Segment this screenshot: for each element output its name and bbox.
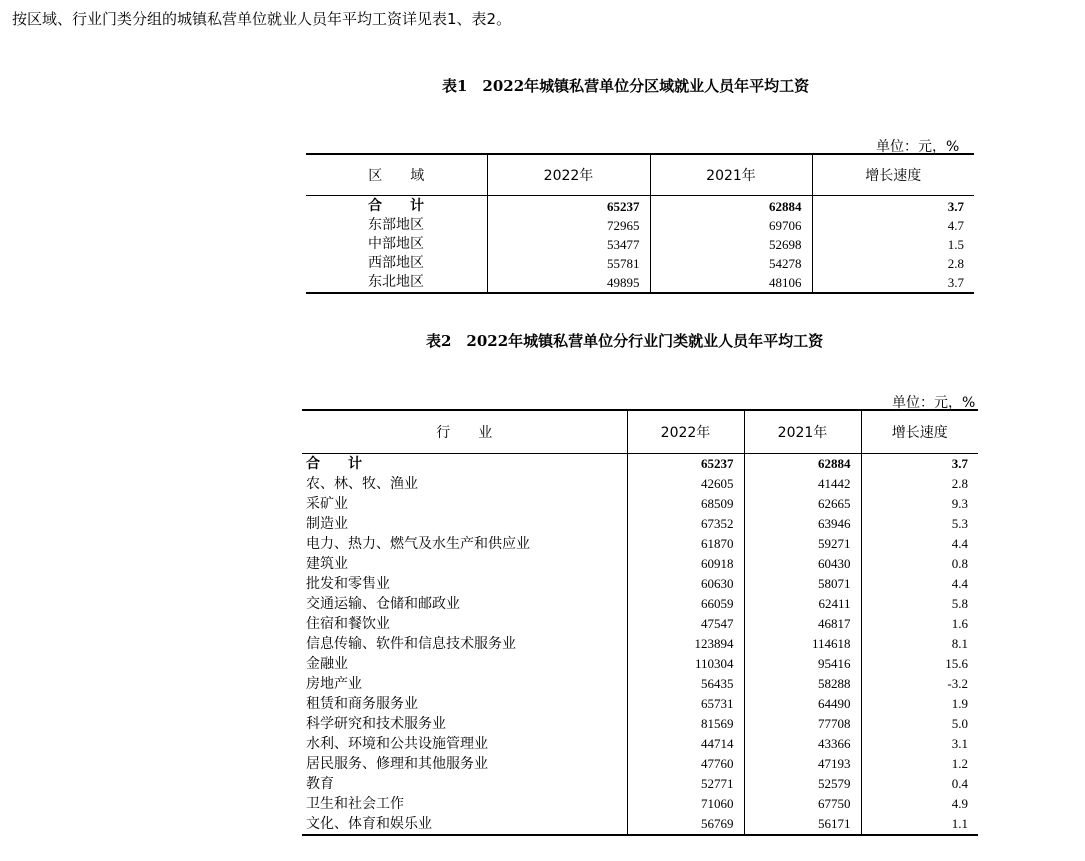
value-2021: 47193	[744, 754, 861, 774]
value-2022: 65237	[627, 454, 744, 475]
table-row	[302, 794, 978, 814]
row-label: 农、林、牧、渔业	[302, 474, 627, 494]
value-2021: 56171	[744, 814, 861, 835]
growth-rate: 1.9	[951, 696, 968, 711]
table-row	[302, 814, 978, 835]
growth-rate: 4.7	[947, 218, 964, 233]
row-label: 西部地区	[306, 254, 487, 273]
value-2022: 47760	[627, 754, 744, 774]
value-2022: 44714	[627, 734, 744, 754]
header-2021: 2021年	[744, 410, 861, 454]
industry-wage-table	[302, 409, 978, 836]
value-2022: 53477	[487, 235, 650, 254]
growth-rate: 2.8	[947, 256, 964, 271]
value-2022: 65237	[487, 196, 650, 217]
value-2022: 60630	[627, 574, 744, 594]
growth-rate: 4.4	[951, 536, 968, 551]
row-label: 批发和零售业	[302, 574, 627, 594]
row-label: 电力、热力、燃气及水生产和供应业	[302, 534, 627, 554]
value-2022: 52771	[627, 774, 744, 794]
value-2022: 66059	[627, 594, 744, 614]
intro-text: 按区域、行业门类分组的城镇私营单位就业人员年平均工资详见表1、表2。	[12, 10, 512, 28]
value-2021: 59271	[744, 534, 861, 554]
growth-rate: 5.8	[951, 596, 968, 611]
row-label: 教育	[302, 774, 627, 794]
growth-rate: 3.1	[951, 736, 968, 751]
table-row	[302, 514, 978, 534]
row-label: 金融业	[302, 654, 627, 674]
table-row	[302, 534, 978, 554]
value-2021: 63946	[744, 514, 861, 534]
value-2022: 56435	[627, 674, 744, 694]
row-label: 卫生和社会工作	[302, 794, 627, 814]
value-2022: 49895	[487, 273, 650, 293]
value-2022: 47547	[627, 614, 744, 634]
value-2022: 71060	[627, 794, 744, 814]
row-label: 信息传输、软件和信息技术服务业	[302, 634, 627, 654]
growth-rate: 5.0	[951, 716, 968, 731]
value-2021: 62884	[744, 454, 861, 475]
table-row	[302, 734, 978, 754]
header-2022: 2022年	[627, 410, 744, 454]
row-label: 合 计	[306, 196, 487, 217]
value-2021: 62884	[650, 196, 812, 217]
value-2022: 67352	[627, 514, 744, 534]
value-2021: 60430	[744, 554, 861, 574]
value-2021: 77708	[744, 714, 861, 734]
value-2021: 58071	[744, 574, 861, 594]
value-2022: 65731	[627, 694, 744, 714]
table-row	[306, 235, 974, 254]
table-row	[306, 216, 974, 235]
table-row	[302, 714, 978, 734]
value-2021: 62665	[744, 494, 861, 514]
row-label: 采矿业	[302, 494, 627, 514]
value-2022: 60918	[627, 554, 744, 574]
table-row	[302, 634, 978, 654]
total-row	[302, 454, 978, 475]
table2-title: 表2 2022年城镇私营单位分行业门类就业人员年平均工资	[426, 332, 824, 350]
growth-rate: 15.6	[945, 656, 968, 671]
value-2022: 55781	[487, 254, 650, 273]
table-row	[302, 474, 978, 494]
row-label: 合 计	[302, 454, 627, 475]
row-label: 租赁和商务服务业	[302, 694, 627, 714]
header-growth: 增长速度	[812, 154, 974, 196]
value-2022: 68509	[627, 494, 744, 514]
value-2021: 62411	[744, 594, 861, 614]
table-row	[306, 273, 974, 293]
value-2022: 72965	[487, 216, 650, 235]
value-2022: 110304	[627, 654, 744, 674]
table-header-row	[306, 154, 974, 196]
header-industry: 行 业	[302, 410, 627, 454]
table-row	[306, 254, 974, 273]
table-row	[302, 674, 978, 694]
growth-rate: 3.7	[947, 199, 964, 214]
row-label: 居民服务、修理和其他服务业	[302, 754, 627, 774]
value-2022: 123894	[627, 634, 744, 654]
row-label: 建筑业	[302, 554, 627, 574]
value-2021: 64490	[744, 694, 861, 714]
value-2022: 61870	[627, 534, 744, 554]
header-2021: 2021年	[650, 154, 812, 196]
header-growth: 增长速度	[861, 410, 978, 454]
table-row	[302, 754, 978, 774]
row-label: 文化、体育和娱乐业	[302, 814, 627, 835]
header-2022: 2022年	[487, 154, 650, 196]
table1-title: 表1 2022年城镇私营单位分区域就业人员年平均工资	[442, 77, 810, 95]
growth-rate: 3.7	[951, 456, 968, 471]
row-label: 水利、环境和公共设施管理业	[302, 734, 627, 754]
growth-rate: 1.5	[947, 237, 964, 252]
growth-rate: 9.3	[951, 496, 968, 511]
value-2021: 58288	[744, 674, 861, 694]
row-label: 科学研究和技术服务业	[302, 714, 627, 734]
table-row	[302, 774, 978, 794]
value-2021: 46817	[744, 614, 861, 634]
table-row	[302, 594, 978, 614]
total-row	[306, 196, 974, 217]
value-2021: 67750	[744, 794, 861, 814]
table-header-row	[302, 410, 978, 454]
row-label: 交通运输、仓储和邮政业	[302, 594, 627, 614]
table-row	[302, 614, 978, 634]
value-2021: 114618	[744, 634, 861, 654]
value-2021: 69706	[650, 216, 812, 235]
row-label: 制造业	[302, 514, 627, 534]
table-row	[302, 554, 978, 574]
region-wage-table	[306, 153, 974, 294]
growth-rate: 2.8	[951, 476, 968, 491]
growth-rate: 1.2	[951, 756, 968, 771]
value-2021: 54278	[650, 254, 812, 273]
growth-rate: 4.4	[951, 576, 968, 591]
value-2021: 43366	[744, 734, 861, 754]
table2-unit: 单位：元，%	[892, 395, 976, 411]
row-label: 东部地区	[306, 216, 487, 235]
row-label: 房地产业	[302, 674, 627, 694]
value-2021: 52698	[650, 235, 812, 254]
value-2021: 41442	[744, 474, 861, 494]
growth-rate: 3.7	[812, 273, 974, 293]
table1-unit: 单位：元，%	[876, 139, 960, 155]
value-2022: 42605	[627, 474, 744, 494]
value-2022: 56769	[627, 814, 744, 835]
table-row	[302, 494, 978, 514]
row-label: 住宿和餐饮业	[302, 614, 627, 634]
table-row	[302, 574, 978, 594]
growth-rate: 0.8	[951, 556, 968, 571]
growth-rate: 5.3	[951, 516, 968, 531]
growth-rate: -3.2	[947, 676, 968, 691]
growth-rate: 4.9	[951, 796, 968, 811]
value-2022: 81569	[627, 714, 744, 734]
growth-rate: 0.4	[951, 776, 968, 791]
table-row	[302, 694, 978, 714]
value-2021: 48106	[650, 273, 812, 293]
growth-rate: 1.1	[861, 814, 978, 835]
row-label: 中部地区	[306, 235, 487, 254]
value-2021: 52579	[744, 774, 861, 794]
growth-rate: 1.6	[951, 616, 968, 631]
row-label: 东北地区	[306, 273, 487, 293]
growth-rate: 8.1	[951, 636, 968, 651]
table-row	[302, 654, 978, 674]
header-region: 区 域	[306, 154, 487, 196]
value-2021: 95416	[744, 654, 861, 674]
